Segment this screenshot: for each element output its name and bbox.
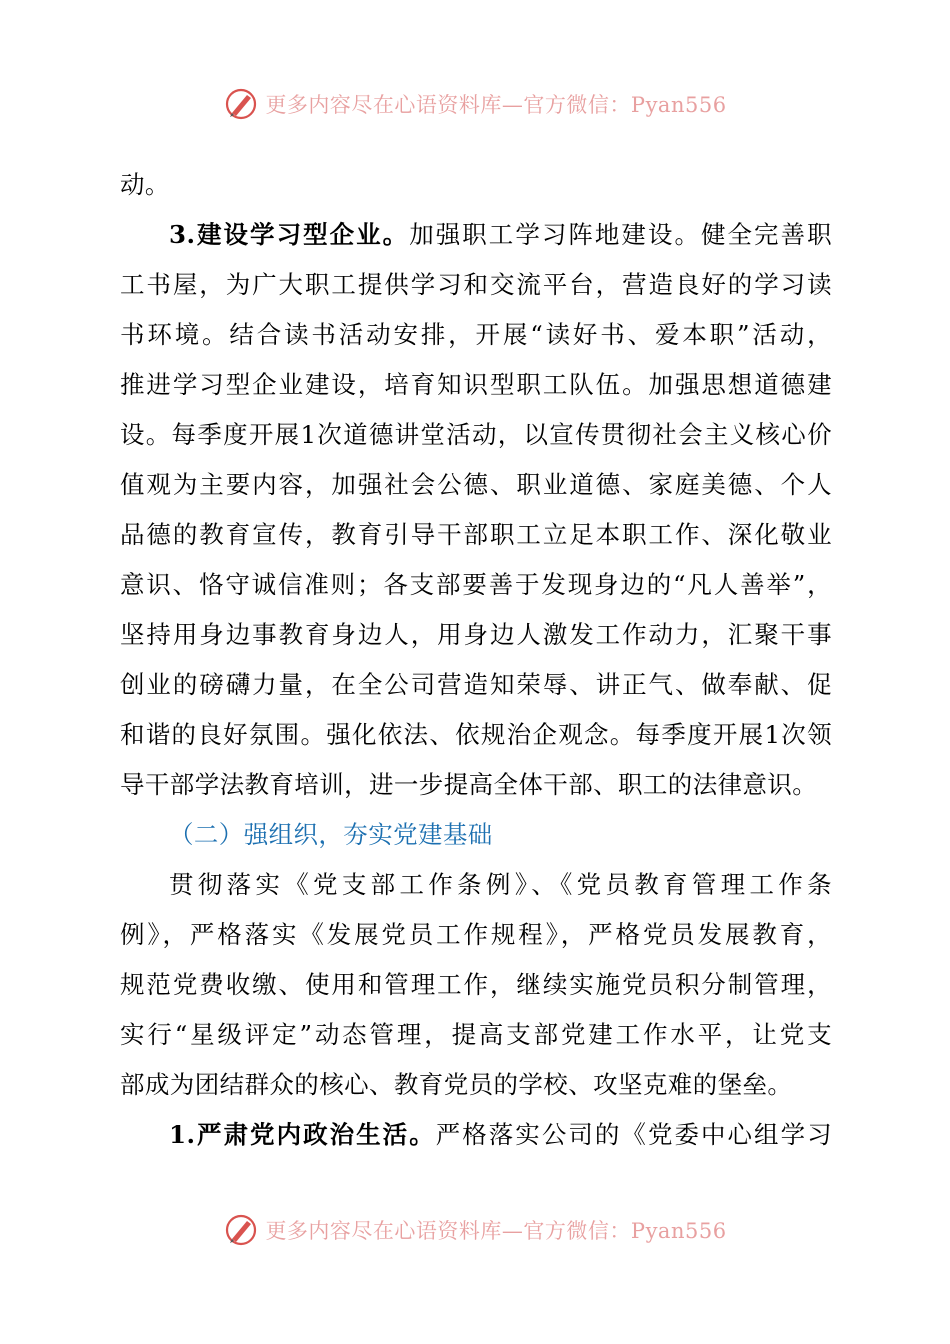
text-line: 导干部学法教育培训，进一步提高全体干部、职工的法律意识。 <box>120 770 818 799</box>
paragraph-start <box>120 210 832 260</box>
text-line: 和谐的良好氛围。强化依法、依规治企观念。每季度开展1次领 <box>120 720 832 749</box>
section-heading: （二）强组织，夯实党建基础 <box>169 820 493 849</box>
item-heading: 3.建设学习型企业。 <box>169 220 410 249</box>
text-line: 书环境。结合读书活动安排，开展“读好书、爱本职”活动， <box>120 320 832 349</box>
pen-circle-logo-icon <box>223 1212 259 1248</box>
watermark-text: 更多内容尽在心语资料库—官方微信：Pyan556 <box>265 1219 727 1243</box>
text-line: 工书屋，为广大职工提供学习和交流平台，营造良好的学习读 <box>120 270 832 299</box>
text-line: 推进学习型企业建设，培育知识型职工队伍。加强思想道德建 <box>120 370 832 399</box>
text-line: 部成为团结群众的核心、教育党员的学校、攻坚克难的堡垒。 <box>120 1070 793 1099</box>
text-line: 设。每季度开展1次道德讲堂活动，以宣传贯彻社会主义核心价 <box>120 420 832 449</box>
text-line: 品德的教育宣传，教育引导干部职工立足本职工作、深化敬业 <box>120 520 832 549</box>
text-line: 规范党费收缴、使用和管理工作，继续实施党员积分制管理， <box>120 970 832 999</box>
text-line: 动。 <box>120 170 170 199</box>
text-line: 创业的磅礴力量，在全公司营造知荣辱、讲正气、做奉献、促 <box>120 670 832 699</box>
text-span: 严格落实公司的《党委中心组学习 <box>435 1120 832 1149</box>
footer-watermark <box>0 1210 950 1250</box>
text-span: 加强职工学习阵地建设。健全完善职 <box>409 220 833 249</box>
paragraph-start: 贯彻落实《党支部工作条例》、《党员教育管理工作条 <box>169 870 832 899</box>
paragraph-start <box>120 1110 832 1160</box>
text-line: 例》，严格落实《发展党员工作规程》，严格党员发展教育， <box>120 920 832 949</box>
text-line: 坚持用身边事教育身边人，用身边人激发工作动力，汇聚干事 <box>120 620 832 649</box>
text-line: 值观为主要内容，加强社会公德、职业道德、家庭美德、个人 <box>120 470 832 499</box>
pen-circle-logo-icon <box>223 86 259 122</box>
text-line: 实行“星级评定”动态管理，提高支部党建工作水平，让党支 <box>120 1020 832 1049</box>
text-line: 意识、恪守诚信准则；各支部要善于发现身边的“凡人善举”， <box>120 570 832 599</box>
item-heading: 1.严肃党内政治生活。 <box>169 1120 436 1149</box>
watermark-text: 更多内容尽在心语资料库—官方微信：Pyan556 <box>265 93 727 117</box>
document-body <box>120 160 832 1160</box>
header-watermark <box>0 84 950 124</box>
